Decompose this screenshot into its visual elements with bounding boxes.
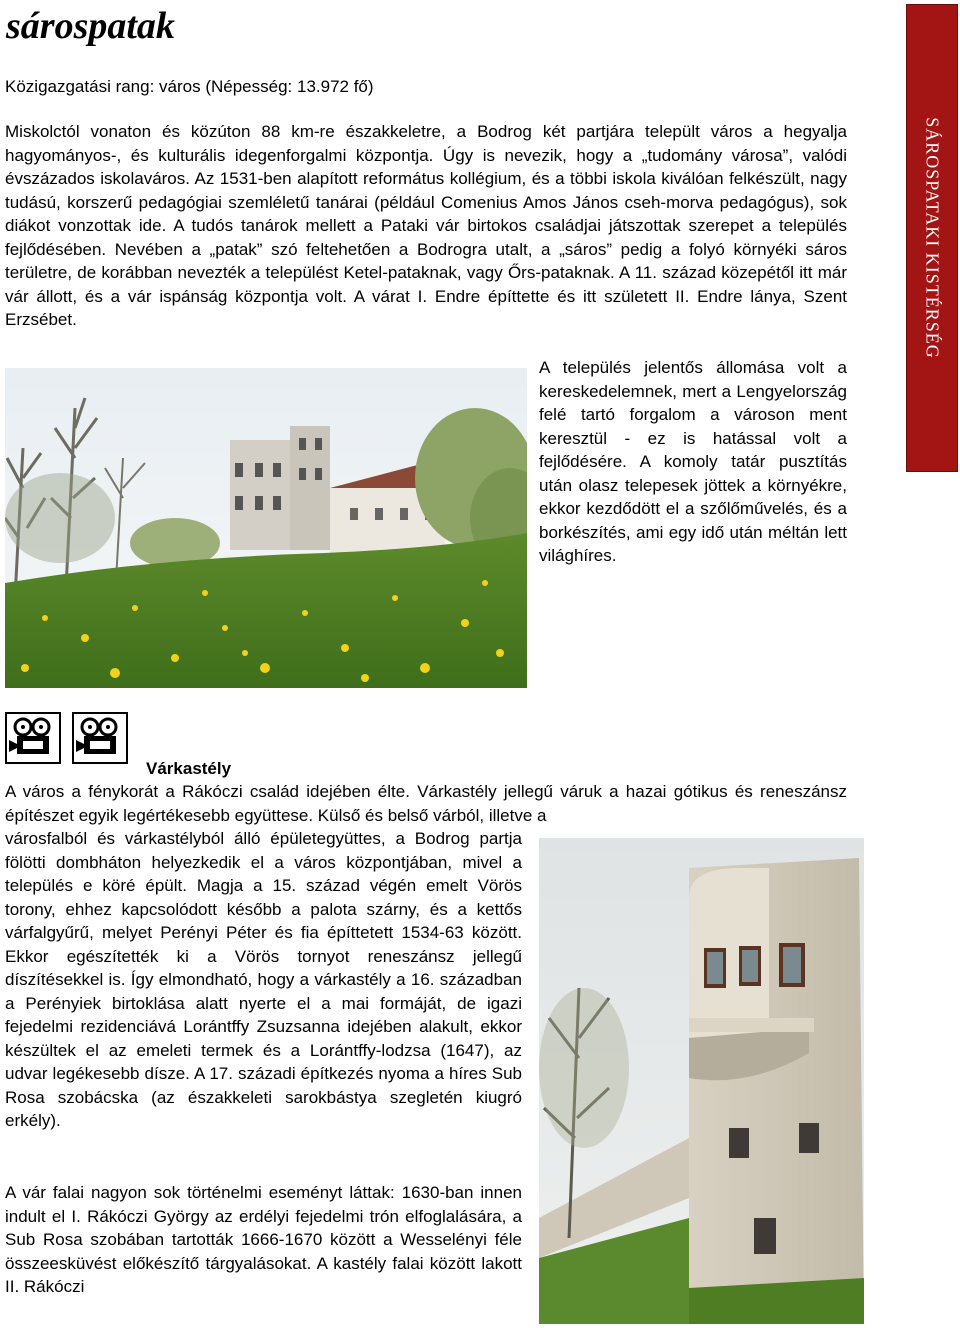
castle-meadow-photo <box>5 368 527 688</box>
castle-intro-paragraph: A város a fénykorát a Rákóczi család idejében élte. Várkastély jellegű váruk a hazai gótikus és reneszánsz építészet egyik legértékesebb együttese. Külső és belső várból, illetve a <box>5 782 847 825</box>
castle-history-paragraph: A vár falai nagyon sok történelmi eseményt láttak: 1630-ban innen indult el I. Rákóczi György az erdélyi fejedelmi trón elfoglalására, a Sub Rosa szobában tartották 1666-1670 között a Wesselényi féle összeesküvést előkészítő tárgyalásokat. A kastély falai között lakott II. Rákóczi <box>5 1183 522 1296</box>
castle-tower-photo <box>539 838 864 1324</box>
intro-side-paragraph: A település jelentős állomása volt a kereskedelemnek, mert a Lengyelország felé tartó forgalom a városon ment keresztül - ez is hatással volt a fejlődésére. A komoly tatár pusztítás után olasz telepesek jöttek a környékre, ekkor kezdődött el a szőlőművelés, és a borkészítés, ami egy idő után méltán lett világhíres. <box>539 358 847 565</box>
region-label: SÁROSPATAKI KISTÉRSÉG <box>922 117 943 359</box>
castle-description-paragraph: városfalból és várkastélyból álló épületegyüttes, a Bodrog partja fölötti dombháton helyezkedik el a város központjában, mivel a település e köré épült. Magja a 15. század végén emelt Vörös torony, ehhez kapcsolódott később a palota szárny, és a kettős várfalgyűrű, melyet Perényi Péter és fia építtetett 1534-63 között. Ekkor egészítették ki a Vörös tornyot reneszánsz jellegű díszítésekkel is. Így elmondható, hogy a várkastély a 16. században a Perényiek birtoklása alatt nyerte el a mai formáját, de igazi fejedelmi rezidenciává Lorántffy Zsuzsanna idejében alakult, ekkor készültek el az emeleti termek és a Lorántffy-lodzsa (1647), az udvar legékesebb dísze. A 17. századi építkezés nyoma a híres Sub Rosa szobácska (az északkeleti sarokbástya szegletén kiugró erkély). <box>5 829 522 1130</box>
page-title: sárospatak <box>6 5 175 47</box>
section-heading-varkastely: Várkastély <box>146 759 232 778</box>
video-camera-icon[interactable] <box>72 712 128 764</box>
administrative-rank: Közigazgatási rang: város (Népesség: 13.972 fő) <box>5 77 374 96</box>
video-camera-icon[interactable] <box>5 712 61 764</box>
intro-paragraph: Miskolctól vonaton és közúton 88 km-re északkeletre, a Bodrog két partjára települt város a hegyalja hagyományos-, és kulturális idegenforgalmi központja. Úgy is nevezik, hogy a „tudomány városa”, valódi évszázados iskolaváros. Az 1531-ben alapított református kollégium, és a többi iskola kiválóan felkészült, nagy tudású, korszerű pedagógiai szemléletű tanárai (például Comenius Amos János cseh-morva pedagógus), sok diákot vonzottak ide. A tudós tanárok mellett a Pataki vár birtokos családjai játszottak szerepet a település fejlődésében. Nevében a „patak” szó feltehetően a Bodrogra utalt, a „sáros” pedig a folyó környéki sáros területre, de korábban nevezték a települést Ketel-pataknak, vagy Őrs-pataknak. A 11. század közepétől itt már vár állott, és a vár ispánság központja volt. A várat I. Endre építtette és itt született II. Endre lánya, Szent Erzsébet. <box>5 122 847 329</box>
region-sidebar-banner <box>906 4 958 472</box>
